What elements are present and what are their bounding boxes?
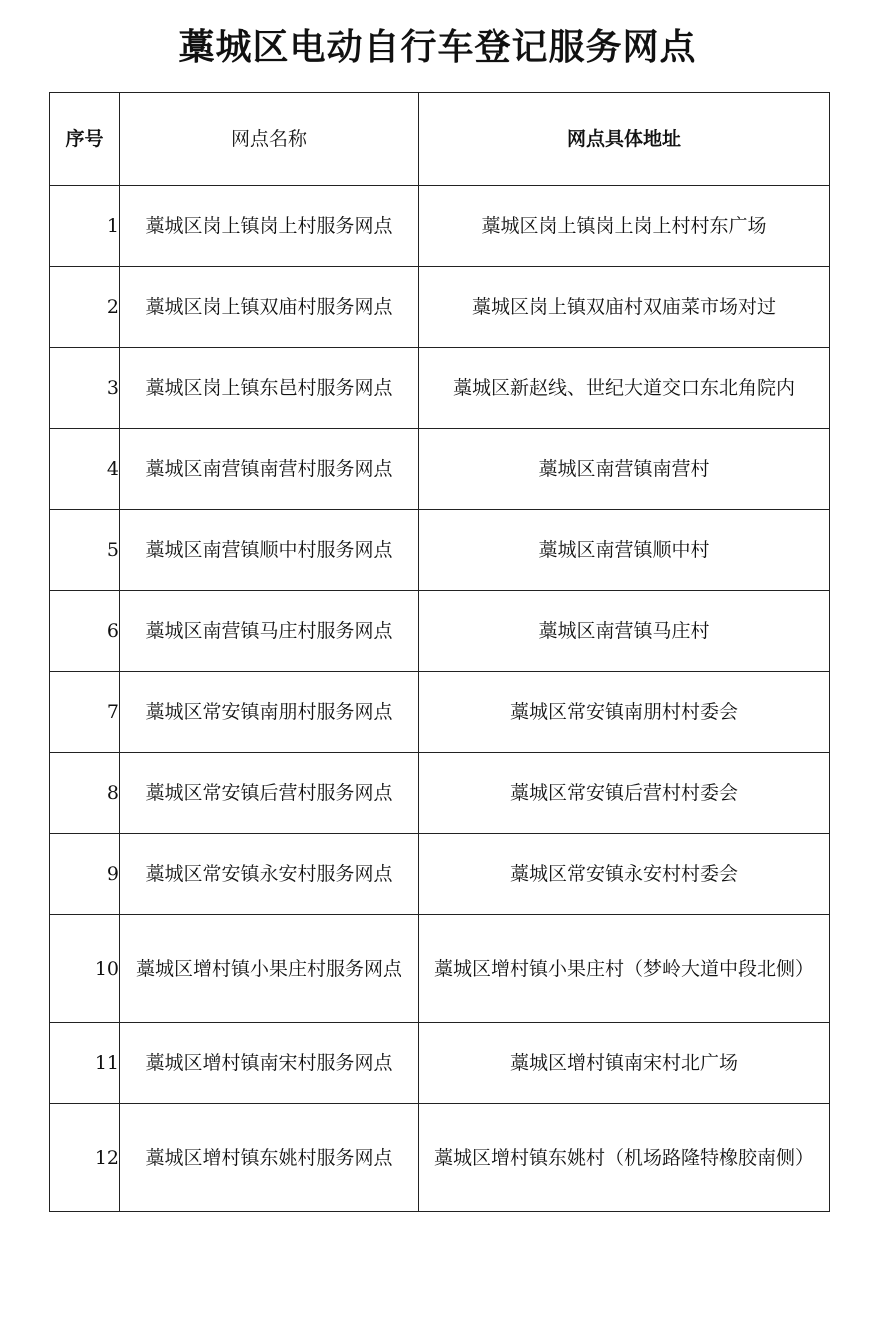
table-row [50,753,830,834]
row-name: 藁城区南营镇南营村服务网点 [120,429,419,510]
row-name: 藁城区岗上镇东邑村服务网点 [120,348,419,429]
row-name: 藁城区增村镇南宋村服务网点 [120,1023,419,1104]
row-number: 10 [50,915,120,1023]
row-name: 藁城区岗上镇岗上村服务网点 [120,186,419,267]
table-row [50,915,830,1023]
row-name: 藁城区岗上镇双庙村服务网点 [120,267,419,348]
table-row [50,429,830,510]
table-row [50,510,830,591]
row-name: 藁城区南营镇顺中村服务网点 [120,510,419,591]
header-number: 序号 [50,93,120,186]
table-row [50,672,830,753]
row-name: 藁城区南营镇马庄村服务网点 [120,591,419,672]
row-number: 5 [50,510,120,591]
table-header-row [50,93,830,186]
table-row [50,348,830,429]
table-row [50,267,830,348]
service-points-table [49,92,830,1212]
row-number: 8 [50,753,120,834]
table-row [50,591,830,672]
row-name: 藁城区常安镇永安村服务网点 [120,834,419,915]
row-address: 藁城区南营镇顺中村 [419,510,830,591]
row-address: 藁城区常安镇后营村村委会 [419,753,830,834]
row-name: 藁城区增村镇东姚村服务网点 [120,1104,419,1212]
row-address: 藁城区南营镇南营村 [419,429,830,510]
row-address: 藁城区新赵线、世纪大道交口东北角院内 [419,348,830,429]
row-address: 藁城区增村镇东姚村（机场路隆特橡胶南侧） [419,1104,830,1212]
table-row [50,1104,830,1212]
row-name: 藁城区常安镇后营村服务网点 [120,753,419,834]
row-address: 藁城区岗上镇双庙村双庙菜市场对过 [419,267,830,348]
row-address: 藁城区增村镇小果庄村（梦岭大道中段北侧） [419,915,830,1023]
row-number: 2 [50,267,120,348]
table-row [50,186,830,267]
row-name: 藁城区增村镇小果庄村服务网点 [120,915,419,1023]
row-address: 藁城区增村镇南宋村北广场 [419,1023,830,1104]
header-name: 网点名称 [120,93,419,186]
row-address: 藁城区南营镇马庄村 [419,591,830,672]
row-number: 9 [50,834,120,915]
row-number: 7 [50,672,120,753]
row-number: 6 [50,591,120,672]
page-title: 藁城区电动自行车登记服务网点 [178,27,697,68]
row-number: 11 [50,1023,120,1104]
row-address: 藁城区常安镇南朋村村委会 [419,672,830,753]
row-number: 12 [50,1104,120,1212]
row-address: 藁城区岗上镇岗上岗上村村东广场 [419,186,830,267]
row-address: 藁城区常安镇永安村村委会 [419,834,830,915]
row-number: 3 [50,348,120,429]
row-name: 藁城区常安镇南朋村服务网点 [120,672,419,753]
table-row [50,1023,830,1104]
table-row [50,834,830,915]
row-number: 4 [50,429,120,510]
row-number: 1 [50,186,120,267]
header-address: 网点具体地址 [419,93,830,186]
